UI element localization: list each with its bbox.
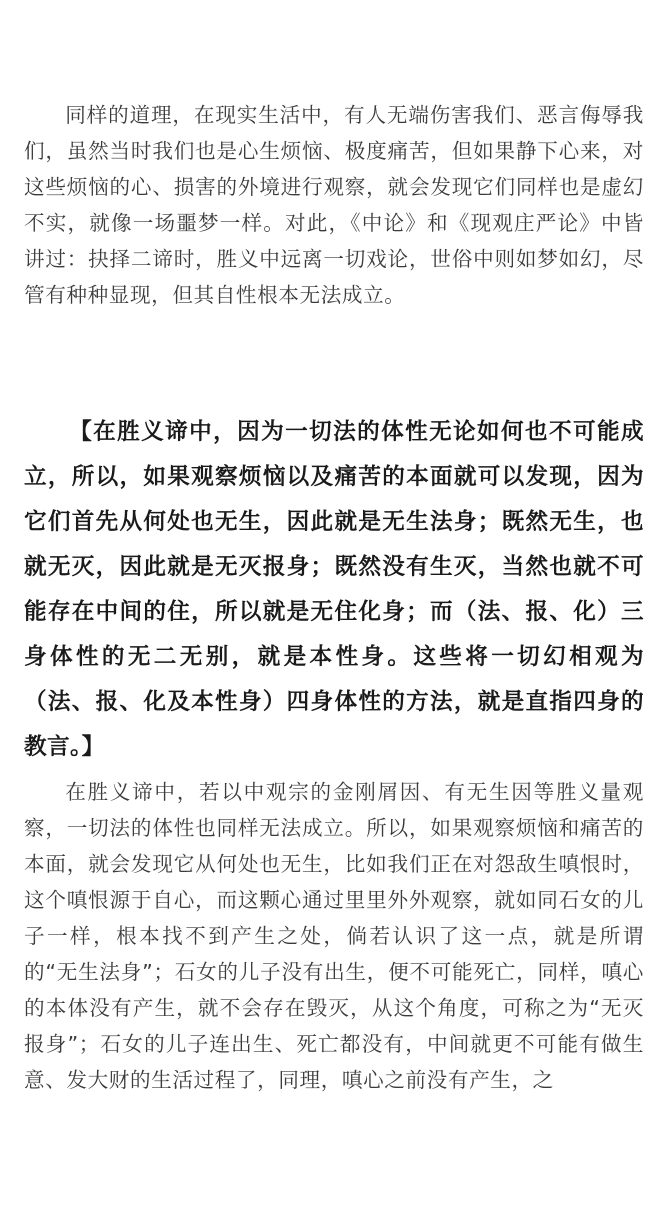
- paragraph-reality-example: 同样的道理，在现实生活中，有人无端伤害我们、恶言侮辱我们，虽然当时我们也是心生烦恼、极度痛苦，但如果静下心来，对这些烦恼的心、损害的外境进行观察，就会发现它们同样也是虚幻不实，就像一场噩梦一样。对此，《中论》和《现观庄严论》中皆讲过：抉择二谛时，胜义中远离一切戏论，世俗中则如梦如幻，尽管有种种显现，但其自性根本无法成立。: [24, 103, 644, 307]
- paragraph-root-text-quote: 【在胜义谛中，因为一切法的体性无论如何也不可能成立，所以，如果观察烦恼以及痛苦的本面就可以发现，因为它们首先从何处也无生，因此就是无生法身；既然无生，也就无灭，因此就是无灭报身；既然没有生灭，当然也就不可能存在中间的住，所以就是无住化身；而（法、报、化）三身体性的无二无别，就是本性身。这些将一切幻相观为（法、报、化及本性身）四身体性的方法，就是直指四身的教言。】: [24, 419, 644, 760]
- paragraph-commentary: 在胜义谛中，若以中观宗的金刚屑因、有无生因等胜义量观察，一切法的体性也同样无法成立。所以，如果观察烦恼和痛苦的本面，就会发现它从何处也无生，比如我们正在对怨敌生嗔恨时，这个嗔恨源于自心，而这颗心通过里里外外观察，就如同石女的儿子一样，根本找不到产生之处，倘若认识了这一点，就是所谓的“无生法身”；石女的儿子没有出生，便不可能死亡，同样，嗔心的本体没有产生，就不会存在毁灭，从这个角度，可称之为“无灭报身”；石女的儿子连出生、死亡都没有，中间就更不可能有做生意、发大财的生活过程了，同理，嗔心之前没有产生，之: [24, 780, 644, 1092]
